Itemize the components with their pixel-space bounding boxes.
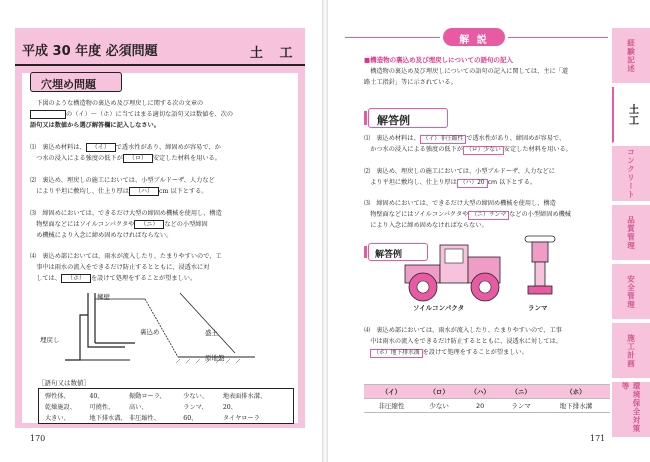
table-header-cell: （イ） xyxy=(364,385,419,399)
table-value-cell: 非圧縮性 xyxy=(364,399,419,413)
answer-table xyxy=(364,384,610,413)
chapter-tab-label: 環境保全対策等 xyxy=(621,382,641,433)
word-option: 地下排水溝、 xyxy=(89,415,127,422)
explanation-badge: 解 説 xyxy=(443,28,505,46)
word-option: 高い、 xyxy=(128,404,148,411)
caption-rammer: ランマ xyxy=(528,304,548,312)
explanation-heading: ■構造物の裏込め及び埋戻しについての語句の記入 xyxy=(364,56,514,64)
word-option: 40、 xyxy=(89,393,104,400)
label-ground: 原地盤 xyxy=(205,354,225,362)
chapter-tab-label: 安全管理 xyxy=(626,274,636,309)
table-header-cell: （ニ） xyxy=(501,385,542,399)
table-value-cell: ランマ xyxy=(501,399,542,413)
chapter-tab[interactable] xyxy=(612,87,650,143)
chapter-tab-label: コンクリート xyxy=(626,148,636,199)
word-option: 地表面排水溝、 xyxy=(222,393,267,400)
table-value-cell: 地下排水溝 xyxy=(542,399,610,413)
answer-3: ⑶ 締固めにおいては、できるだけ大型の締固め機械を使用し、構造 物壁面などにはソイルコンパクタや （ニ）ランマ などの小型締固め機械 により入念に締め固めなければならない。 xyxy=(364,200,571,229)
heading-rule-left xyxy=(345,37,440,38)
label-backfill: 裏込め xyxy=(140,328,160,336)
word-option: 可撓性、 xyxy=(89,404,115,411)
blank-box xyxy=(30,110,66,119)
rammer-illustration xyxy=(520,230,560,300)
word-option: 大きい、 xyxy=(45,415,70,422)
table-header-cell: （ハ） xyxy=(460,385,501,399)
word-option: 非圧縮性、 xyxy=(128,415,160,422)
answer-label: 解答例 xyxy=(368,108,448,128)
chapter-tab-label: 土工 xyxy=(626,103,638,126)
chapter-tab[interactable] xyxy=(612,382,650,438)
question-type-label: 穴埋め問題 xyxy=(30,72,122,92)
page-number-left: 170 xyxy=(30,434,46,443)
label-retaining-wall: 擁壁 xyxy=(97,293,110,301)
table-header-cell: （ホ） xyxy=(542,385,610,399)
page-number-right: 171 xyxy=(590,434,606,443)
gutter xyxy=(322,0,328,462)
question-intro: 下図のような構造物の裏込め及び埋戻しに関する次の文章の の（イ）～（ホ）に当てはまる適切な語句又は数値を、次の 語句又は数値から選び解答欄に記入しなさい。 xyxy=(30,100,234,129)
question-2: ⑵ 裏込め、埋戻しの施工においては、小型ブルドーザ、人力など により平坦に敷均し、仕上り厚は （ハ） cm 以下とする。 xyxy=(30,177,215,195)
year-title: 平成 30 年度 必須問題 xyxy=(22,44,158,59)
answer-2: ⑵ 裏込め、埋戻しの施工においては、小型ブルドーザ、人力などに より平坦に敷均し、仕上り厚は （ハ）20 cm 以下とする。 xyxy=(364,168,555,186)
question-1: ⑴ 裏込め材料は、 （イ） で透水性があり、締固めが容易で、か つ水の浸入による強度の低下が （ロ） 安定した材料を用いる。 xyxy=(30,144,221,162)
chapter-tab[interactable] xyxy=(612,323,650,379)
word-option: タイヤローラ xyxy=(222,415,260,422)
label-burial: 埋戻し xyxy=(40,336,60,344)
example-label: 解答例 xyxy=(368,243,428,261)
word-option: 振動ローラ、 xyxy=(128,393,166,400)
explanation-intro: 構造物の裏込め及び埋戻しについての語句の記入に関しては、主に「道 路土工指針」等に示されている。 xyxy=(364,68,569,86)
word-option: 20、 xyxy=(222,404,237,411)
chapter-tab[interactable] xyxy=(612,28,650,84)
word-list xyxy=(38,388,294,424)
chapter-tab-label: 品質管理 xyxy=(626,215,636,250)
chapter-tab-label: 経験記述 xyxy=(626,38,636,73)
chapter-tab-label: 施工計画 xyxy=(626,333,636,368)
word-option: ランマ、 xyxy=(183,404,208,411)
chapter-tab[interactable] xyxy=(612,146,650,202)
question-3: ⑶ 締固めにおいては、できるだけ大型の締固め機械を使用し、構造 物壁面などにはソイルコンパクタや （ニ） などの小型締固 め機械により入念に締め固めなければならない。 xyxy=(30,210,222,239)
answer-1: ⑴ 裏込め材料は、 （イ）非圧縮性 で透水性があり、締固めが容易で、 かつ水の浸入による強度の低下が （ロ）少ない 安定した材料を用いる。 xyxy=(364,135,572,153)
word-list-title: ［語句又は数値］ xyxy=(38,379,90,387)
label-embank: 盛土 xyxy=(205,329,218,337)
chapter-tab[interactable] xyxy=(612,264,650,320)
word-option: 少ない、 xyxy=(183,393,209,400)
word-option: 弾性体、 xyxy=(45,393,70,400)
table-value-cell: 少ない xyxy=(419,399,460,413)
heading-rule-right xyxy=(508,37,608,38)
word-option: 60、 xyxy=(183,415,198,422)
table-header-cell: （ロ） xyxy=(419,385,460,399)
caption-soil-compactor: ソイルコンパクタ xyxy=(413,304,465,312)
question-4: ⑷ 裏込め部においては、雨水が流入したり、たまりやすいので、工 事中は雨水の流入をできるだけ防止するとともに、浸透水に対 しては、 （ホ） を設けて処理をすることが望ましい。 xyxy=(30,253,222,282)
subject-label: 土 工 xyxy=(250,46,299,61)
chapter-tab[interactable] xyxy=(612,205,650,261)
retaining-wall-diagram xyxy=(60,285,260,365)
word-option: 乾燥施設、 xyxy=(45,404,76,411)
table-value-cell: 20 xyxy=(460,399,501,413)
answer-4: ⑷ 裏込め部においては、雨水が流入したり、たまりやすいので、工事 中は雨水の流入をできるだけ防止するとともに、浸透水に対しては、 （ホ）地下排水溝 を設けて処理をすることが望ましい。 xyxy=(364,327,562,356)
chapter-tabs xyxy=(612,28,650,448)
